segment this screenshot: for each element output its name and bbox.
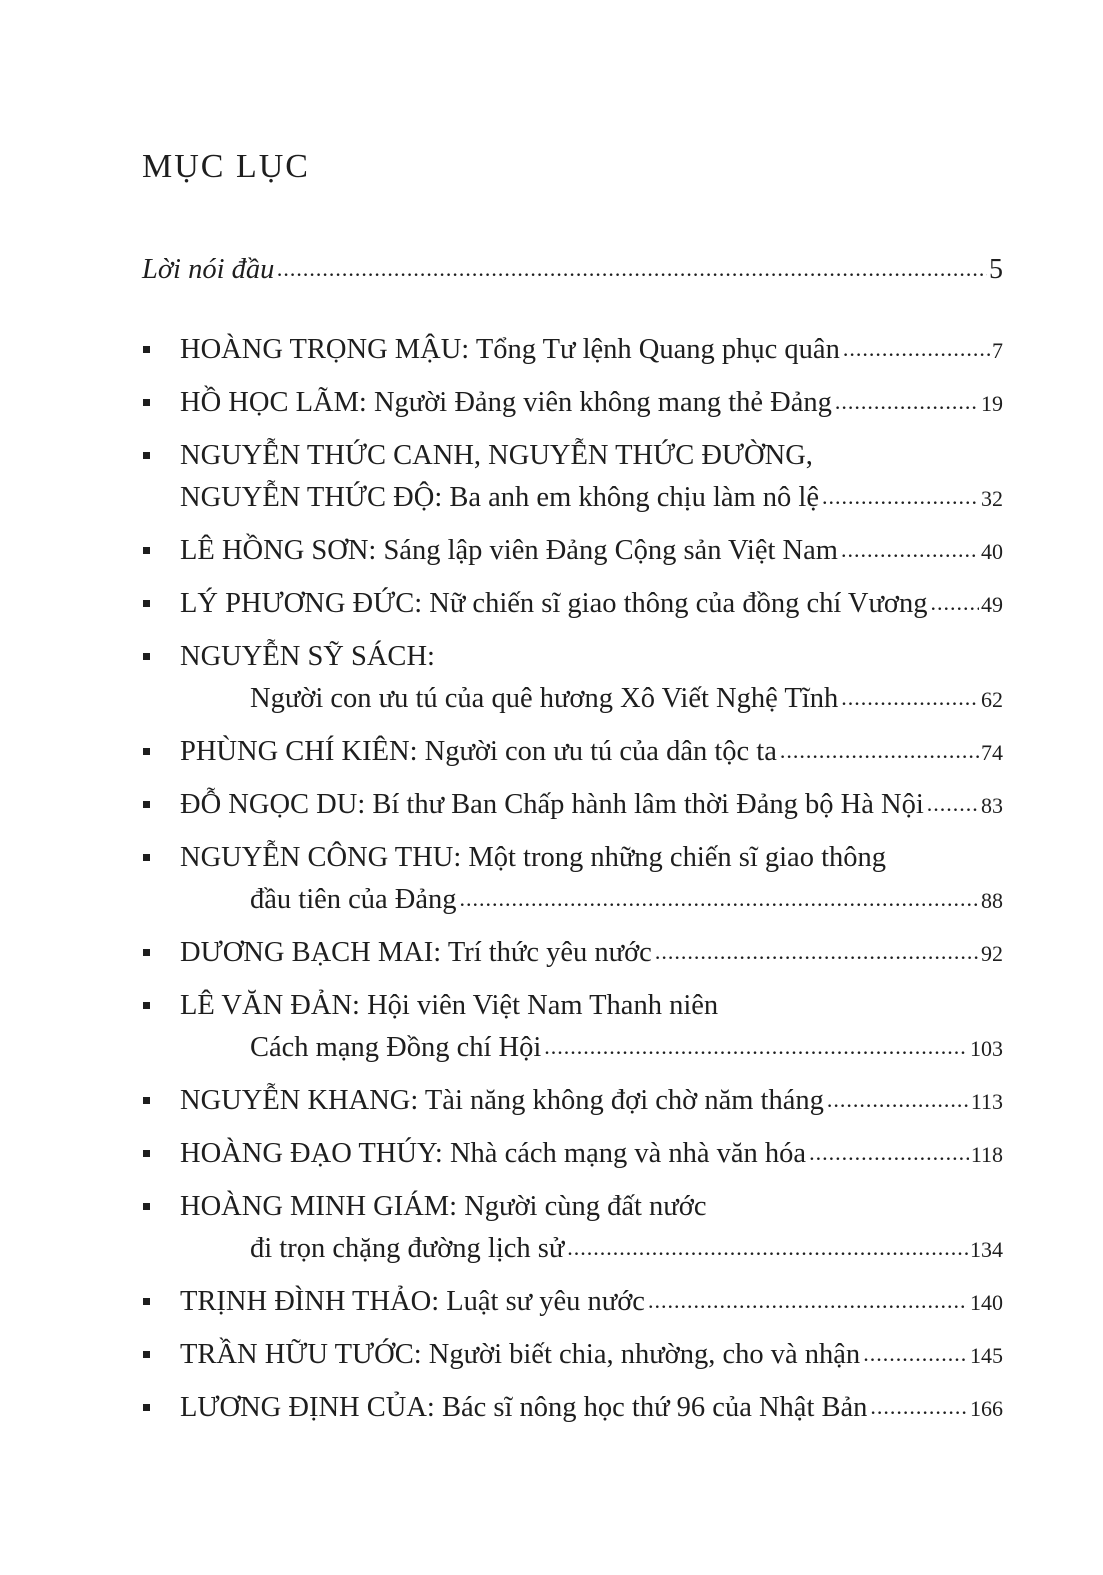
dot-leader xyxy=(655,934,979,970)
toc-entry-first-line xyxy=(180,1189,1003,1225)
toc-entry-text: Cách mạng Đồng chí Hội xyxy=(250,1032,542,1063)
bullet-icon xyxy=(143,949,150,956)
toc-entry-page: 7 xyxy=(992,338,1003,363)
toc-entry-text: NGUYỄN THỨC ĐỘ: Ba anh em không chịu làm nô lệ xyxy=(180,482,819,513)
dot-leader xyxy=(567,1230,968,1266)
toc-entry-first-line xyxy=(180,639,1003,675)
toc-entry-text: HOÀNG ĐẠO THÚY: Nhà cách mạng và nhà văn hóa xyxy=(180,1138,807,1169)
toc-entry-text: LƯƠNG ĐỊNH CỦA: Bác sĩ nông học thứ 96 của Nhật Bản xyxy=(180,1392,868,1423)
toc-entry xyxy=(250,882,1003,919)
bullet-icon xyxy=(143,1097,150,1104)
toc-entry xyxy=(250,1231,1003,1268)
dot-leader xyxy=(843,331,990,367)
toc-entry-text: NGUYỄN SỸ SÁCH: xyxy=(180,641,435,672)
bullet-icon xyxy=(143,1404,150,1411)
toc-entry-page: 113 xyxy=(970,1089,1003,1114)
toc-entry-page: 74 xyxy=(981,740,1003,765)
toc-entry-text: LÊ HỒNG SƠN: Sáng lập viên Đảng Cộng sản Việt Nam xyxy=(180,535,838,566)
toc-entry-first-line xyxy=(180,988,1003,1024)
dot-leader xyxy=(827,1082,969,1118)
toc-entry-page: 145 xyxy=(970,1343,1003,1368)
toc-entry-page: 19 xyxy=(981,391,1003,416)
dot-leader xyxy=(822,479,979,515)
toc-entry-page: 40 xyxy=(981,539,1003,564)
dot-leader xyxy=(870,1389,968,1425)
toc-entry xyxy=(180,385,1003,422)
toc-entry-text: TRẦN HỮU TƯỚC: Người biết chia, nhường, cho và nhận xyxy=(180,1339,861,1370)
dot-leader xyxy=(930,585,979,621)
toc-intro-page: 5 xyxy=(989,254,1003,285)
toc-entry-text: NGUYỄN THỨC CANH, NGUYỄN THỨC ĐƯỜNG, xyxy=(180,440,813,471)
toc-entry xyxy=(180,734,1003,771)
toc-entry-text: NGUYỄN KHANG: Tài năng không đợi chờ năm tháng xyxy=(180,1085,824,1116)
toc-entry-page: 140 xyxy=(970,1290,1003,1315)
bullet-icon xyxy=(143,854,150,861)
toc-entry-text: HOÀNG MINH GIÁM: Người cùng đất nước xyxy=(180,1191,707,1222)
toc-entry-page: 62 xyxy=(981,687,1003,712)
toc-entry-text: NGUYỄN CÔNG THU: Một trong những chiến sĩ giao thông xyxy=(180,842,887,873)
dot-leader xyxy=(841,680,979,716)
bullet-icon xyxy=(143,1150,150,1157)
toc-entry xyxy=(180,1337,1003,1374)
toc-entry xyxy=(180,533,1003,570)
toc-entry xyxy=(180,1083,1003,1120)
dot-leader xyxy=(277,251,987,287)
toc-entry-page: 49 xyxy=(981,592,1003,617)
toc-entry-page: 92 xyxy=(981,941,1003,966)
bullet-icon xyxy=(143,653,150,660)
toc-entry-text: ĐỖ NGỌC DU: Bí thư Ban Chấp hành lâm thời Đảng bộ Hà Nội xyxy=(180,789,924,820)
toc-entry xyxy=(180,1136,1003,1173)
toc-entry-page: 134 xyxy=(970,1237,1003,1262)
toc-entry xyxy=(180,586,1003,623)
dot-leader xyxy=(927,786,979,822)
toc-entry xyxy=(180,935,1003,972)
toc-entry-page: 88 xyxy=(981,888,1003,913)
page-title: MỤC LỤC xyxy=(142,148,310,185)
bullet-icon xyxy=(143,452,150,459)
toc-entry-first-line xyxy=(180,840,1003,876)
bullet-icon xyxy=(143,600,150,607)
toc-entry-page: 32 xyxy=(981,486,1003,511)
bullet-icon xyxy=(143,346,150,353)
bullet-icon xyxy=(143,1351,150,1358)
toc-entry-text: LÊ VĂN ĐẢN: Hội viên Việt Nam Thanh niên xyxy=(180,990,719,1021)
bullet-icon xyxy=(143,399,150,406)
toc-entry-page: 166 xyxy=(970,1396,1003,1421)
toc-entry-text: HOÀNG TRỌNG MẬU: Tổng Tư lệnh Quang phục quân xyxy=(180,334,840,365)
toc-entry-text: HỒ HỌC LÃM: Người Đảng viên không mang thẻ Đảng xyxy=(180,387,832,418)
toc-entry-text: đầu tiên của Đảng xyxy=(250,884,457,915)
bullet-icon xyxy=(143,748,150,755)
toc-entry-text: đi trọn chặng đường lịch sử xyxy=(250,1233,565,1264)
toc-intro-label: Lời nói đầu xyxy=(142,254,275,285)
dot-leader xyxy=(460,881,979,917)
toc-entry-text: LÝ PHƯƠNG ĐỨC: Nữ chiến sĩ giao thông của đồng chí Vương xyxy=(180,588,928,619)
toc-entry xyxy=(180,1390,1003,1427)
dot-leader xyxy=(809,1135,969,1171)
toc-entry-first-line xyxy=(180,438,1003,474)
dot-leader xyxy=(863,1336,968,1372)
dot-leader xyxy=(648,1283,968,1319)
dot-leader xyxy=(780,733,979,769)
bullet-icon xyxy=(143,1298,150,1305)
toc-entry xyxy=(180,480,1003,517)
toc-entry-text: DƯƠNG BẠCH MAI: Trí thức yêu nước xyxy=(180,937,652,968)
toc-entry-text: TRỊNH ĐÌNH THẢO: Luật sư yêu nước xyxy=(180,1286,645,1317)
dot-leader xyxy=(544,1029,968,1065)
toc-entry-text: PHÙNG CHÍ KIÊN: Người con ưu tú của dân tộc ta xyxy=(180,736,777,767)
toc-entry xyxy=(180,1284,1003,1321)
toc-entry-page: 103 xyxy=(970,1036,1003,1061)
toc-intro xyxy=(142,252,1003,289)
dot-leader xyxy=(841,532,979,568)
toc-entry-page: 83 xyxy=(981,793,1003,818)
bullet-icon xyxy=(143,801,150,808)
bullet-icon xyxy=(143,1002,150,1009)
bullet-icon xyxy=(143,547,150,554)
toc-entry-text: Người con ưu tú của quê hương Xô Viết Nghệ Tĩnh xyxy=(250,683,839,714)
toc-entry xyxy=(250,1030,1003,1067)
dot-leader xyxy=(835,384,979,420)
toc-entry xyxy=(180,787,1003,824)
toc-entry xyxy=(180,332,1003,369)
toc-entry xyxy=(250,681,1003,718)
bullet-icon xyxy=(143,1203,150,1210)
toc-entry-page: 118 xyxy=(970,1142,1003,1167)
